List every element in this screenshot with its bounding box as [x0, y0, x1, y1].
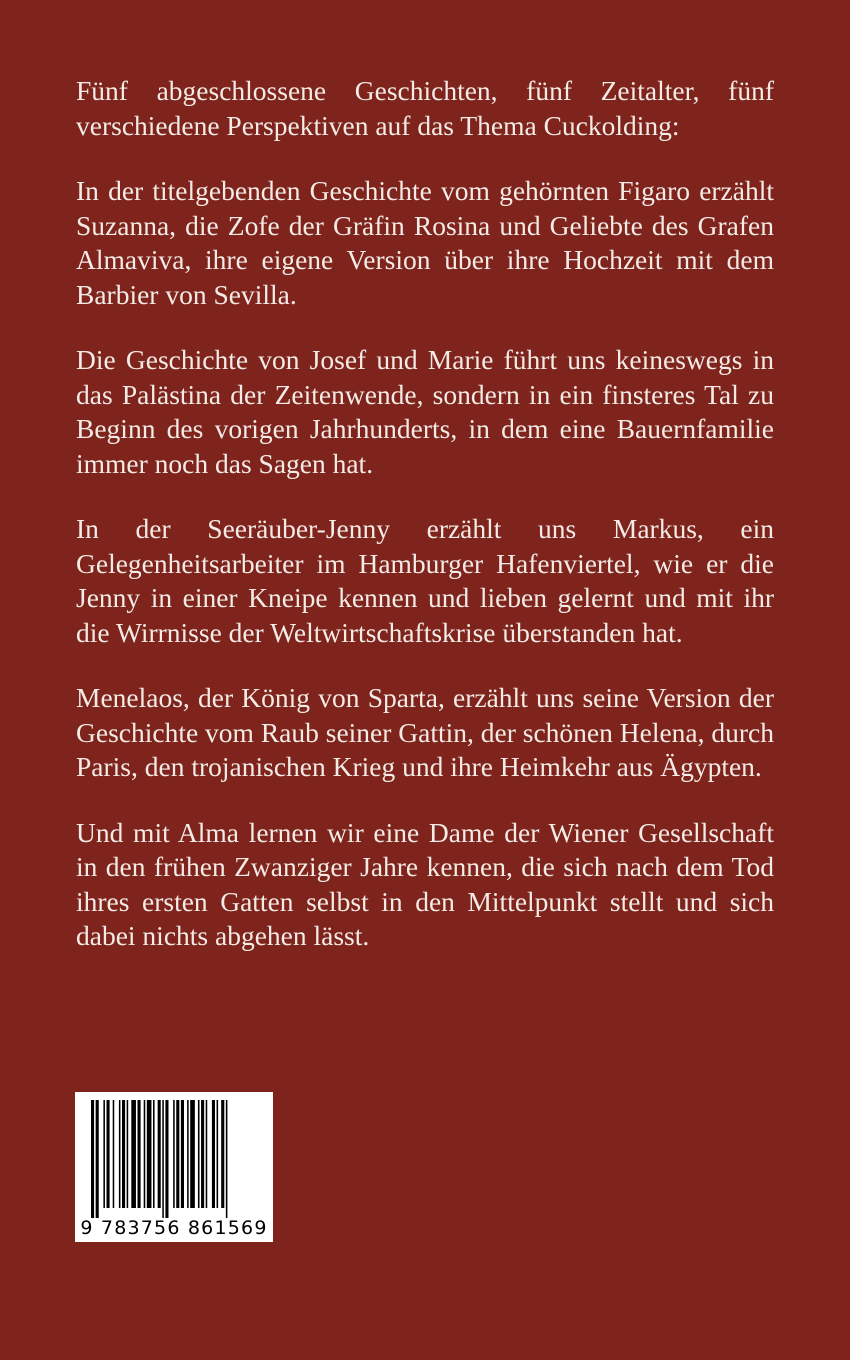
blurb-paragraph-intro: Fünf abgeschlossene Geschichten, fünf Zeitalter, fünf verschiedene Perspektiven auf das Thema Cuckolding: [76, 75, 774, 141]
blurb-paragraph-menelaos: Menelaos, der König von Sparta, erzählt uns seine Version der Geschichte vom Raub seiner Gattin, der schönen Helena, durch Paris, den trojanischen Krieg und ihre Heimkehr aus Ägypten. [76, 682, 774, 782]
isbn-number: 9 783756 861569 [80, 1217, 268, 1239]
blurb-paragraph-josef-marie: Die Geschichte von Josef und Marie führt uns keineswegs in das Palästina der Zeitenwende, sondern in ein finsteres Tal zu Beginn des vorigen Jahrhunderts, in dem eine Bauernfamilie immer noch das Sagen hat. [76, 344, 774, 479]
isbn-barcode [75, 1092, 273, 1242]
barcode-icon [91, 1100, 257, 1218]
blurb-paragraph-figaro: In der titelgebenden Geschichte vom gehörnten Figaro erzählt Suzanna, die Zofe der Gräfin Rosina und Geliebte des Grafen Almaviva, ihre eigene Version über ihre Hochzeit mit dem Barbier von Sevilla. [76, 175, 774, 310]
blurb-paragraph-seeraeuber-jenny: In der Seeräuber-Jenny erzählt uns Markus, ein Gelegenheitsarbeiter im Hamburger Hafenviertel, wie er die Jenny in einer Kneipe kennen und lieben gelernt und mit ihr die Wirrnisse der Weltwirtschaftskrise überstanden hat. [76, 513, 774, 648]
blurb-paragraph-alma: Und mit Alma lernen wir eine Dame der Wiener Gesellschaft in den frühen Zwanziger Jahre kennen, die sich nach dem Tod ihres ersten Gatten selbst in den Mittelpunkt stellt und sich dabei nichts abgehen lässt. [76, 816, 774, 951]
blurb-text [76, 74, 774, 985]
